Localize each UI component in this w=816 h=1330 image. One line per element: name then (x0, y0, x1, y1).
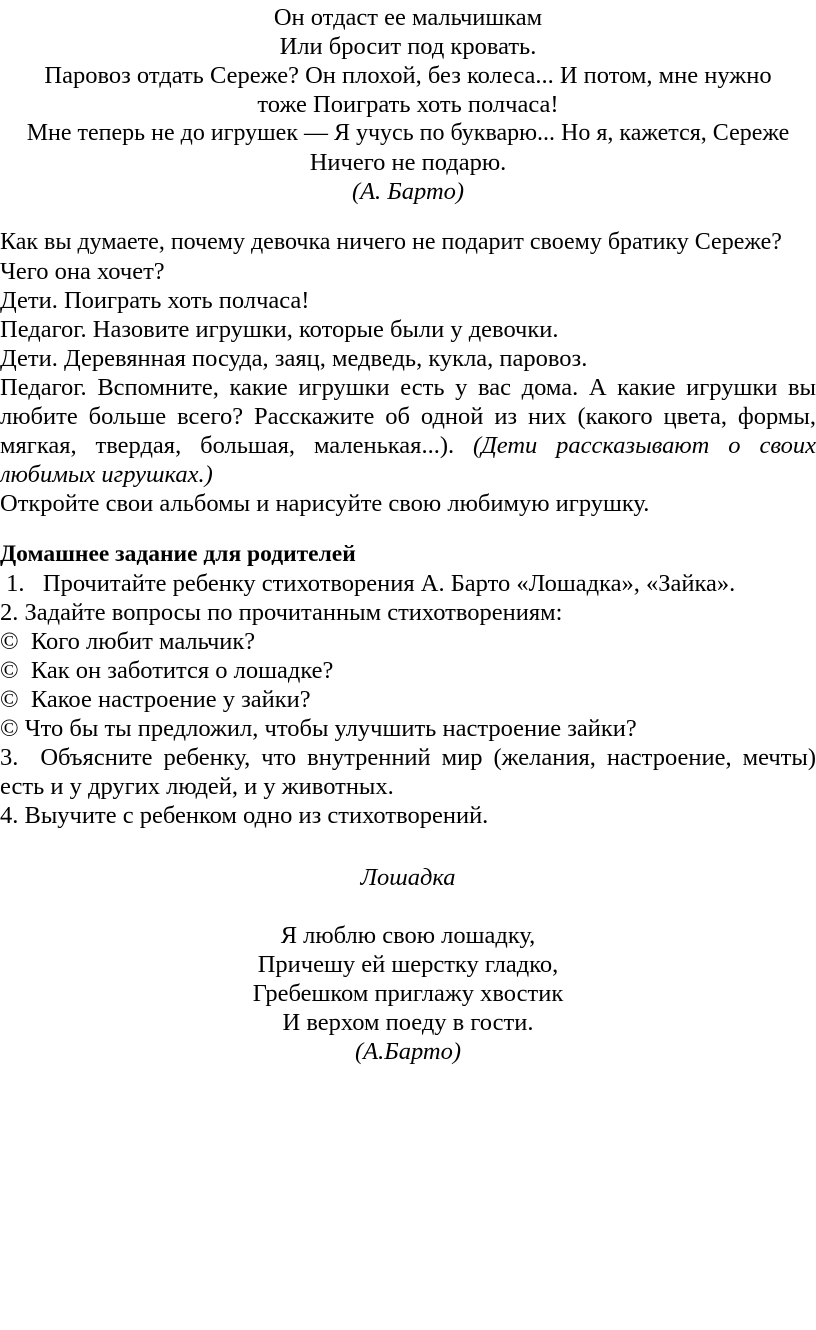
homework-item-1: 1. Прочитайте ребенку стихотворения А. Барто «Лошадка», «Зайка». (0, 570, 736, 597)
homework-item-3-paragraph (0, 743, 816, 772)
homework-subitem-3: © Какое настроение у зайки? (0, 686, 311, 713)
poem-intro-line-2: Или бросит под кровать. (279, 33, 537, 60)
question-3-line-1: Педагог. Вспомните, какие игрушки есть у вас дома. А какие игрушки вы (0, 374, 816, 401)
question-3-line-4: любимых игрушках.) (0, 461, 213, 488)
poem-horse-line-2: Причешу ей шерстку гладко, (257, 951, 559, 978)
poem-horse-title: Лошадка (360, 864, 456, 891)
question-2: Педагог. Назовите игрушки, которые были у девочки. (0, 316, 559, 343)
poem-intro-line-1: Он отдаст ее мальчишкам (273, 4, 543, 31)
question-1-line-1: Как вы думаете, почему девочка ничего не подарит своему братику Сереже? (0, 229, 782, 255)
answer-2: Дети. Деревянная посуда, заяц, медведь, кукла, паровоз. (0, 345, 588, 372)
poem-horse-line-3: Гребешком приглажу хвостик (252, 980, 564, 1007)
poem-intro-line-5: Мне теперь не до игрушек — Я учусь по букварю... Но я, кажется, Сереже (26, 120, 790, 146)
poem-intro-author: (А. Барто) (351, 178, 465, 205)
poem-horse-line-1: Я люблю свою лошадку, (280, 922, 536, 949)
question-3-line-3 (0, 431, 816, 460)
poem-intro-line-3: Паровоз отдать Сереже? Он плохой, без колеса... И потом, мне нужно (44, 62, 772, 89)
question-3-paragraph (0, 373, 816, 460)
question-3-line-3-plain: мягкая, твердая, большая, маленькая...). (0, 432, 455, 459)
homework-subitem-2: © Как он заботится о лошадке? (0, 657, 334, 684)
answer-1: Дети. Поиграть хоть полчаса! (0, 287, 310, 314)
homework-item-2: 2. Задайте вопросы по прочитанным стихотворениям: (0, 599, 563, 626)
homework-subitem-1: © Кого любит мальчик? (0, 628, 256, 655)
poem-horse-line-4: И верхом поеду в гости. (282, 1009, 534, 1036)
homework-item-3-line-2: есть и у других людей, и у животных. (0, 773, 394, 800)
question-3-line-3-italic: (Дети рассказывают о своих (473, 432, 816, 459)
instruction: Откройте свои альбомы и нарисуйте свою любимую игрушку. (0, 490, 650, 517)
homework-item-3-line-1: 3. Объясните ребенку, что внутренний мир (желания, настроение, мечты) (0, 744, 816, 771)
homework-heading: Домашнее задание для родителей (0, 541, 356, 567)
poem-intro-line-4: тоже Поиграть хоть полчаса! (257, 91, 559, 118)
homework-subitem-4: © Что бы ты предложил, чтобы улучшить настроение зайки? (0, 715, 637, 742)
question-3-line-2: любите больше всего? Расскажите об одной из них (какого цвета, формы, (0, 403, 816, 430)
question-1-line-2: Чего она хочет? (0, 258, 165, 285)
homework-item-4: 4. Выучите с ребенком одно из стихотворений. (0, 802, 489, 829)
poem-intro-line-6: Ничего не подарю. (309, 149, 507, 176)
poem-horse-author: (А.Барто) (355, 1038, 461, 1065)
